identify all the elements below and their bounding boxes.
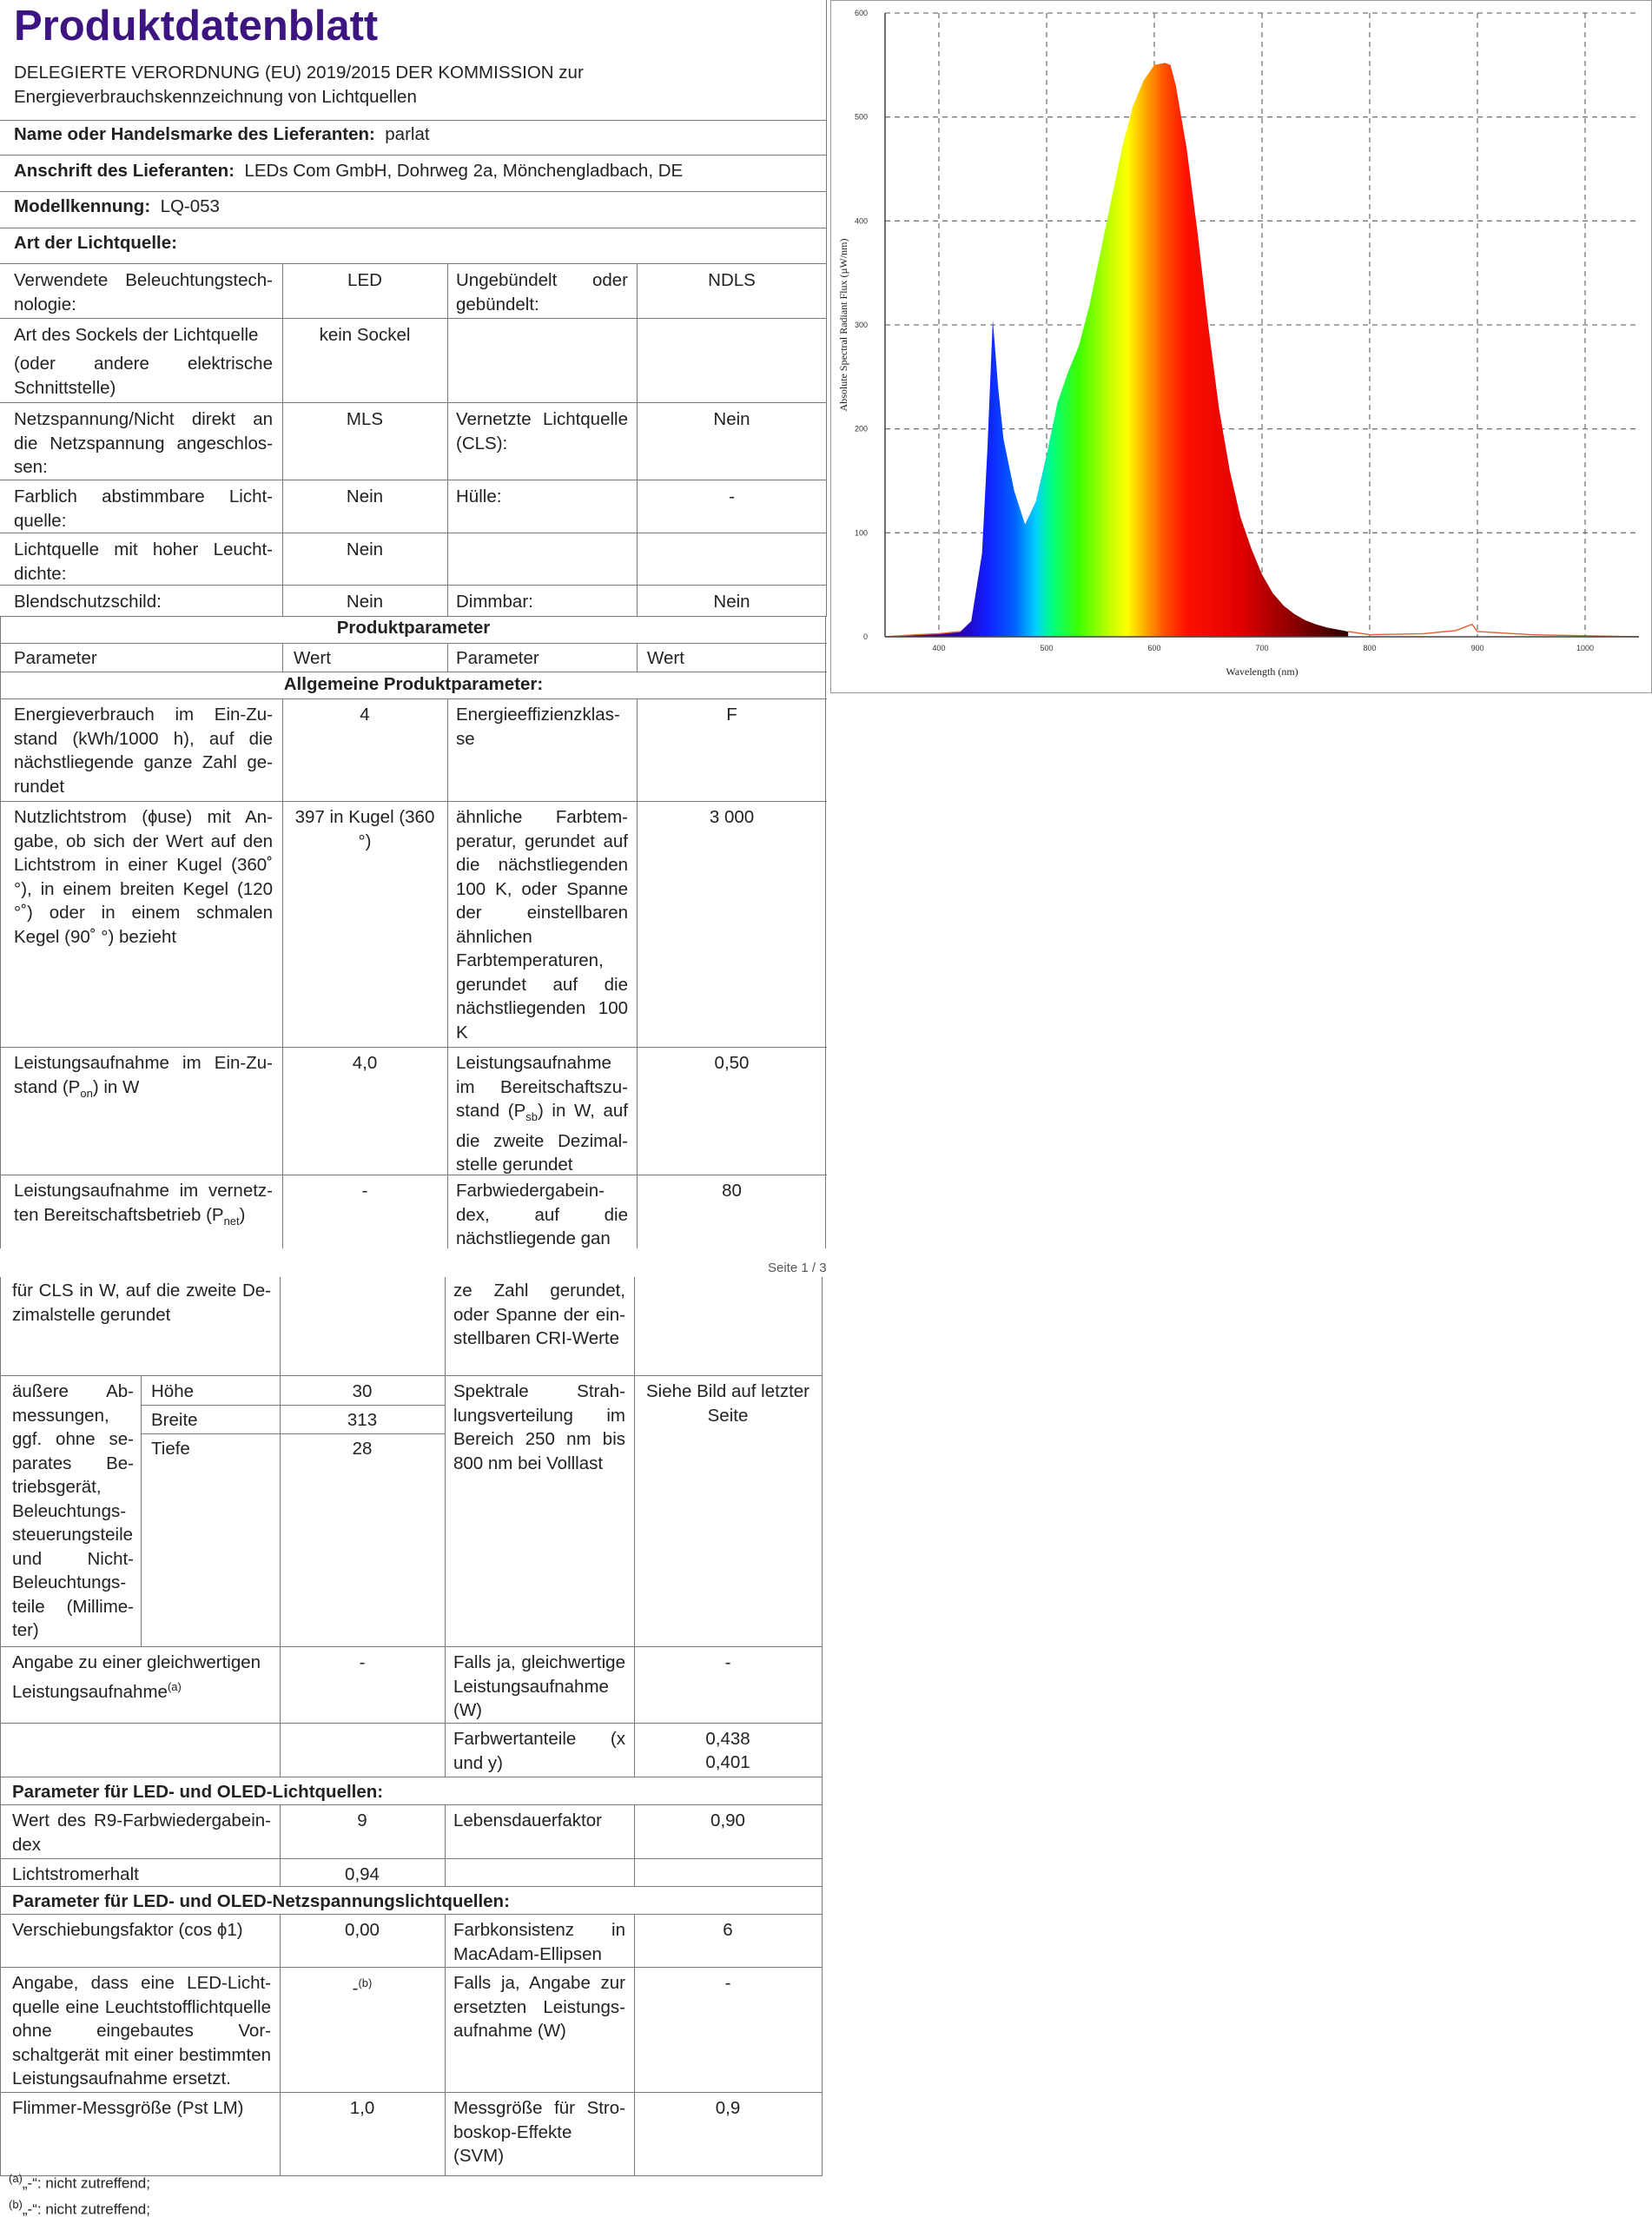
- col-divider: [637, 698, 638, 1248]
- width-label: Breite: [151, 1410, 198, 1430]
- y-tick-label: 600: [854, 9, 868, 17]
- equiv-sup: (a): [167, 1679, 182, 1693]
- led-heading: Parameter für LED- und OLED-Lichtquellen:: [12, 1782, 384, 1802]
- bundled-label: Ungebündelt oder gebündelt:: [456, 270, 628, 314]
- spectrum-area: [885, 63, 1348, 637]
- equiv-label-text: Angabe zu einer gleichwertigen Leistungsaufnahme: [12, 1652, 261, 1702]
- pnet-label: [5, 1175, 281, 1236]
- spd-label: Spektrale Strahlungsverteilung im Bereich 250 nm bis 800 nm bei Volllast: [453, 1381, 625, 1473]
- product-params-heading: Produktparameter: [336, 618, 491, 638]
- supplier-address-label: Anschrift des Lieferanten:: [14, 161, 235, 181]
- y-tick-label: 100: [854, 528, 868, 538]
- col-divider: [634, 1914, 635, 2176]
- pon-value: 4,0: [352, 1053, 378, 1073]
- page-title: Produktdatenblatt: [14, 3, 379, 50]
- replace-value-text: -: [352, 1977, 359, 1998]
- col-header-param-1: Parameter: [14, 648, 97, 668]
- r9-value: 9: [357, 1810, 367, 1830]
- envelope-label: Hülle:: [456, 486, 502, 506]
- width-value: 313: [347, 1410, 378, 1430]
- pon-sub: on: [80, 1086, 93, 1100]
- col-header-value-2: Wert: [647, 648, 684, 668]
- energy-label: Energieverbrauch im Ein-Zustand (kWh/1000 h), auf die nächstliegende ganze Zahl gerundet: [14, 705, 273, 797]
- pnet-value: -: [361, 1181, 368, 1201]
- y-tick-label: 200: [854, 424, 868, 434]
- col-divider: [447, 643, 448, 672]
- cri-label: Farbwiedergabeindex, auf die nächstliegende gan: [456, 1181, 628, 1248]
- replace-w-label: Falls ja, Angabe zur ersetzten Leistungsaufnahme (W): [453, 1973, 625, 2041]
- divider: [0, 120, 827, 121]
- col-header-value-1: Wert: [294, 648, 331, 668]
- tunable-label: Farblich abstimmbare Lichtquelle:: [14, 486, 273, 531]
- socket-label-2: (oder andere elektrische Schnittstelle): [14, 354, 273, 398]
- replace-label: Angabe, dass eine LED-Lichtquelle eine Leuchtstofflichtquelle ohne eingebautes Vorschaltgerät mit einer bestimmten Leistungsaufnahme ersetzt.: [12, 1973, 271, 2088]
- supplier-name: [14, 122, 430, 147]
- col-divider: [280, 1277, 281, 1777]
- footnote-a: [9, 2172, 150, 2193]
- replace-w-value: -: [724, 1973, 731, 1993]
- col-divider: [280, 1914, 281, 2176]
- x-axis-title: Wavelength (nm): [1226, 665, 1298, 678]
- col-divider: [141, 1375, 142, 1646]
- footnote-a-text: „-“: nicht zutreffend;: [22, 2174, 150, 2192]
- col-divider: [282, 643, 283, 672]
- cls-label: Vernetzte Lichtquelle (CLS):: [456, 409, 628, 453]
- divider: [0, 191, 827, 192]
- xy-value-1: 0,438: [705, 1729, 750, 1749]
- col-divider: [0, 1277, 1, 2176]
- height-value: 30: [352, 1381, 373, 1401]
- x-tick-label: 500: [1040, 644, 1054, 652]
- psb-value: 0,50: [714, 1053, 750, 1073]
- envelope-value: -: [729, 486, 735, 506]
- life-value: 0,90: [710, 1810, 745, 1830]
- cct-value: 3 000: [709, 807, 755, 827]
- supplier-name-label: Name oder Handelsmarke des Lieferanten:: [14, 124, 375, 144]
- flicker-value: 1,0: [349, 2098, 375, 2118]
- antiglare-label: Blendschutzschild:: [14, 592, 162, 612]
- macadam-value: 6: [723, 1920, 733, 1940]
- pnet-cont: für CLS in W, auf die zweite Dezimalstelle gerundet: [12, 1281, 271, 1325]
- divider: [0, 155, 827, 156]
- psb-label-a: Leistungsaufnahme im Bereitschaftszustand (P: [456, 1053, 628, 1121]
- pon-label: [5, 1048, 281, 1109]
- footnote-b: [9, 2198, 150, 2219]
- replace-value: [280, 1968, 445, 2003]
- equiv-value: -: [359, 1652, 366, 1672]
- divider: [0, 263, 827, 264]
- socket-value: kein Sockel: [319, 325, 411, 345]
- xy-value-2: 0,401: [705, 1752, 750, 1772]
- dpf-label: Verschiebungsfaktor (cos ϕ1): [12, 1920, 243, 1940]
- energy-value: 4: [360, 705, 370, 725]
- col-header-param-2: Parameter: [456, 648, 539, 668]
- cri-cont: ze Zahl gerundet, oder Spanne der einstellbaren CRI-Werte: [453, 1281, 625, 1348]
- dim-label: äußere Abmessungen, ggf. ohne separates Betriebsgerät, Beleuchtungssteuerungsteile und Nicht-Beleuchtungsteile (Millimeter): [12, 1381, 134, 1640]
- footnote-b-mark: (b): [9, 2198, 23, 2211]
- antiglare-value: Nein: [346, 592, 384, 612]
- x-tick-label: 1000: [1576, 644, 1595, 652]
- flux-label: Nutzlichtstrom (ɸuse) mit Angabe, ob sich der Wert auf den Lichtstrom in einer Kugel (360˚ °), in einem breiten Kegel (120 °˚) oder in einem schmalen Kegel (90˚ °) bezieht: [14, 807, 273, 947]
- mains-value: MLS: [346, 409, 384, 429]
- mains-heading: Parameter für LED- und OLED-Netzspannungslichtquellen:: [12, 1891, 510, 1911]
- x-tick-label: 800: [1363, 644, 1377, 652]
- col-divider: [637, 643, 638, 672]
- model-id: [14, 195, 220, 219]
- dimmable-value: Nein: [713, 592, 750, 612]
- pon-label-a: Leistungsaufnahme im Ein-Zustand (P: [14, 1053, 273, 1097]
- supplier-address: [14, 159, 683, 183]
- svm-label: Messgröße für Stroboskop-Effekte (SVM): [453, 2098, 625, 2166]
- col-divider: [637, 263, 638, 617]
- supplier-address-value: LEDs Com GmbH, Dohrweg 2a, Mönchengladbach, DE: [244, 161, 684, 181]
- general-heading: Allgemeine Produktparameter:: [283, 674, 544, 694]
- x-tick-label: 900: [1470, 644, 1484, 652]
- col-divider: [282, 698, 283, 1248]
- regulation-line-2: Energieverbrauchskennzeichnung von Lichtquellen: [14, 87, 417, 107]
- pnet-sub: net: [223, 1214, 240, 1228]
- model-id-value: LQ-053: [160, 196, 220, 216]
- type-heading: Art der Lichtquelle:: [14, 233, 177, 253]
- footnote-b-text: „-“: nicht zutreffend;: [22, 2201, 150, 2218]
- dpf-value: 0,00: [345, 1920, 380, 1940]
- supplier-name-value: parlat: [385, 124, 430, 144]
- psb-sub: sb: [525, 1110, 538, 1124]
- depth-value: 28: [352, 1439, 373, 1459]
- depth-label: Tiefe: [151, 1439, 190, 1459]
- replace-sup: (b): [358, 1976, 373, 1989]
- regulation-line-1: DELEGIERTE VERORDNUNG (EU) 2019/2015 DER KOMMISSION zur: [14, 63, 584, 83]
- spectrum-tail-line: [1348, 625, 1639, 637]
- maint-label: Lichtstromerhalt: [12, 1864, 139, 1884]
- tunable-value: Nein: [346, 486, 384, 506]
- equiv-w-label: Falls ja, gleichwertige Leistungsaufnahme (W): [453, 1652, 625, 1720]
- xy-label: Farbwertanteile (x und y): [453, 1729, 625, 1773]
- tech-label: Verwendete Beleuchtungstechnologie:: [14, 270, 273, 314]
- y-tick-label: 400: [854, 216, 868, 226]
- flux-value: 397 in Kugel (360 °): [294, 807, 435, 851]
- col-divider: [634, 1277, 635, 1777]
- highlum-label: Lichtquelle mit hoher Leuchtdichte:: [14, 539, 273, 584]
- cri-value: 80: [722, 1181, 742, 1201]
- cct-label: ähnliche Farbtemperatur, gerundet auf die nächstliegenden 100 K, oder Spanne der einstellbaren ähnlichen Farbtemperaturen, gerundet auf die nächstliegenden 100 K: [456, 807, 628, 1042]
- highlum-value: Nein: [346, 539, 384, 559]
- model-id-label: Modellkennung:: [14, 196, 151, 216]
- col-divider: [0, 616, 1, 1248]
- spectrum-chart-frame: [830, 0, 1652, 693]
- height-label: Höhe: [151, 1381, 195, 1401]
- r9-label: Wert des R9-Farbwiedergabeindex: [12, 1810, 271, 1855]
- equiv-w-value: -: [724, 1652, 731, 1672]
- eff-value: F: [726, 705, 737, 725]
- page-number: Seite 1 / 3: [768, 1261, 827, 1275]
- psb-label-b: ) in W, auf die zweite Dezimalstelle gerundet: [456, 1101, 628, 1175]
- y-tick-label: 0: [862, 632, 868, 641]
- pnet-label-a: Leistungsaufnahme im vernetzten Bereitschaftsbetrieb (P: [14, 1181, 273, 1225]
- flicker-label: Flimmer-Messgröße (Pst LM): [12, 2098, 244, 2118]
- eff-label: Energieeffizienzklasse: [456, 705, 620, 749]
- macadam-label: Farbkonsistenz in MacAdam-Ellipsen: [453, 1920, 625, 1964]
- tech-value: LED: [347, 270, 382, 290]
- svm-value: 0,9: [715, 2098, 741, 2118]
- col-divider: [822, 1277, 823, 2176]
- dimmable-label: Dimmbar:: [456, 592, 533, 612]
- y-tick-label: 500: [854, 112, 868, 122]
- spd-value: Siehe Bild auf letzter Seite: [645, 1381, 810, 1426]
- y-axis-title: Absolute Spectral Radiant Flux (µW/nm): [837, 238, 849, 412]
- mains-label: Netzspannung/Nicht direkt an die Netzspannung angeschlossen:: [14, 409, 273, 477]
- y-tick-label: 300: [854, 321, 868, 329]
- equiv-label: [3, 1647, 280, 1707]
- x-tick-label: 600: [1147, 644, 1161, 652]
- pon-label-b: ) in W: [92, 1076, 140, 1097]
- pnet-label-b: ): [239, 1204, 246, 1225]
- bundled-value: NDLS: [708, 270, 756, 290]
- footnote-a-mark: (a): [9, 2172, 23, 2185]
- x-tick-label: 400: [932, 644, 946, 652]
- maint-value: 0,94: [345, 1864, 380, 1884]
- x-tick-label: 700: [1255, 644, 1269, 652]
- spectrum-chart: [831, 1, 1652, 694]
- socket-label-1: Art des Sockels der Lichtquelle: [14, 325, 259, 345]
- psb-label: [447, 1048, 637, 1181]
- life-label: Lebensdauerfaktor: [453, 1810, 602, 1830]
- cls-value: Nein: [713, 409, 750, 429]
